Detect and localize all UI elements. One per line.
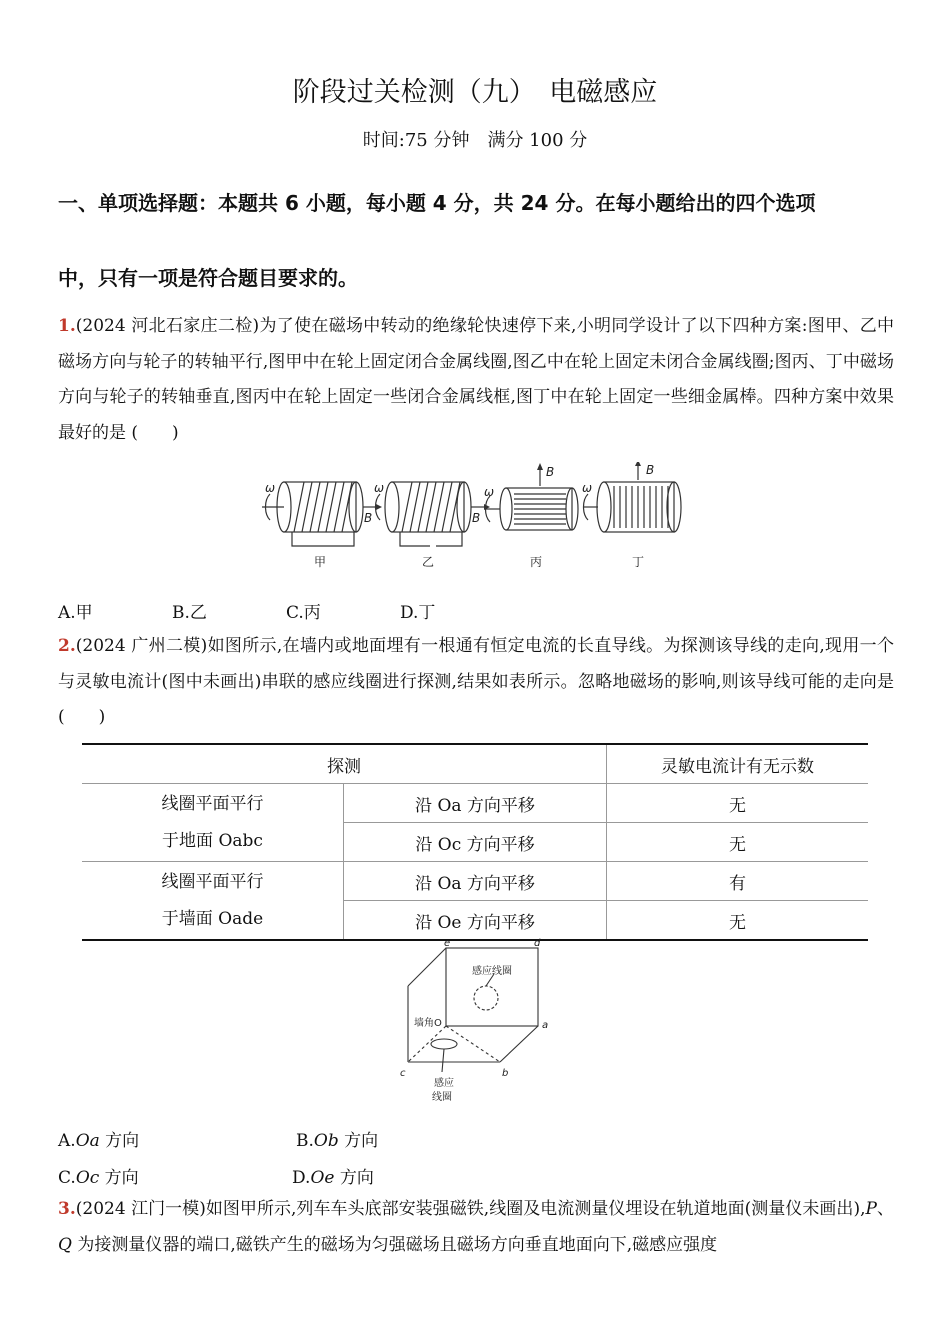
figure-label-yi: 乙 <box>421 555 435 569</box>
point-a: a <box>542 1020 549 1031</box>
figure-label-jia: 甲 <box>313 555 327 569</box>
plane-cell: 线圈平面平行 于地面 Oabc <box>82 784 344 862</box>
omega-label: ω <box>484 485 495 499</box>
option-d[interactable]: D.丁 <box>400 603 436 623</box>
omega-label: ω <box>265 481 276 495</box>
omega-label: ω <box>374 481 385 495</box>
section-heading-line1: 一、单项选择题：本题共 6 小题，每小题 4 分，共 24 分。在每小题给出的四个选项 <box>58 191 816 215</box>
reading-cell: 无 <box>607 823 869 862</box>
point-e: e <box>444 938 451 949</box>
option-c[interactable]: C.Oc 方向 <box>58 1168 139 1188</box>
option-d[interactable]: D.Oe 方向 <box>292 1168 374 1188</box>
omega-label: ω <box>582 481 593 495</box>
plane-cell: 线圈平面平行 于墙面 Oade <box>82 862 344 941</box>
b-label: B <box>646 463 655 477</box>
wheel-ding <box>584 464 682 532</box>
question-3: 3.(2024 江门一模)如图甲所示,列车车头底部安装强磁铁,线圈及电流测量仪埋设在轨道地面(测量仪未画出),P、Q 为接测量仪器的端口,磁铁产生的磁场为匀强磁场且磁场方向垂直地面向下,磁感应强度 <box>58 1199 894 1255</box>
exam-info: 时间:75 分钟 满分 100 分 <box>362 130 588 151</box>
option-b[interactable]: B.Ob 方向 <box>296 1131 379 1151</box>
question-1 <box>58 309 894 451</box>
table-header-probe: 探测 <box>82 744 607 784</box>
wall-corner-figure <box>398 936 558 1108</box>
question-number: 2. <box>58 636 76 656</box>
move-cell: 沿 Oa 方向平移 <box>344 784 607 823</box>
question-number: 1. <box>58 316 76 336</box>
question-2 <box>58 629 911 736</box>
point-b: b <box>502 1068 509 1079</box>
move-cell: 沿 Oc 方向平移 <box>344 823 607 862</box>
floor-coil-label: 感应 <box>434 1078 454 1089</box>
option-a[interactable]: A.Oa 方向 <box>58 1131 140 1151</box>
question-text: (2024 河北石家庄二检)为了使在磁场中转动的绝缘轮快速停下来,小明同学设计了以下四种方案:图甲、乙中磁场方向与轮子的转轴平行,图甲中在轮上固定闭合金属线圈,图乙中在轮上固定未闭合金属线圈;图丙、丁中磁场方向与轮子的转轴垂直,图丙中在轮上固定一些闭合金属线框,图丁中在轮上固定一些细金属棒。四种方案中效果最好的是 ( ) <box>58 316 894 443</box>
point-c: c <box>400 1068 406 1079</box>
wall-corner-label: 墙角O <box>414 1018 442 1029</box>
wheel-bing <box>486 468 579 530</box>
wheel-figure <box>262 462 692 574</box>
option-c[interactable]: C.丙 <box>286 603 321 623</box>
option-a[interactable]: A.甲 <box>58 603 93 623</box>
point-d: d <box>534 938 541 949</box>
wheel-yi <box>376 482 487 546</box>
question-text: (2024 江门一模)如图甲所示,列车车头底部安装强磁铁,线圈及电流测量仪埋设在轨道地面(测量仪未画出), <box>75 1199 866 1219</box>
reading-cell: 无 <box>607 901 869 941</box>
page-title: 阶段过关检测（九） 电磁感应 <box>292 77 658 108</box>
b-label: B <box>472 511 481 525</box>
question-text: (2024 广州二模)如图所示,在墙内或地面埋有一根通有恒定电流的长直导线。为探测该导线的走向,现用一个与灵敏电流计(图中未画出)串联的感应线圈进行探测,结果如表所示。忽略地磁场的影响,则该导线可能的走向是 ( ) <box>58 636 911 727</box>
b-label: B <box>546 465 555 479</box>
table-row <box>82 862 868 901</box>
move-cell: 沿 Oa 方向平移 <box>344 862 607 901</box>
reading-cell: 无 <box>607 784 869 823</box>
figure-label-ding: 丁 <box>631 555 645 569</box>
move-cell: 沿 Oe 方向平移 <box>344 901 607 941</box>
b-label: B <box>364 511 373 525</box>
section-heading-line2: 中，只有一项是符合题目要求的。 <box>58 266 358 290</box>
wheel-jia <box>262 482 378 546</box>
probe-results-table <box>82 743 868 941</box>
question-number: 3. <box>58 1199 76 1219</box>
table-header-reading: 灵敏电流计有无示数 <box>607 744 869 784</box>
figure-label-bing: 丙 <box>529 555 543 569</box>
option-b[interactable]: B.乙 <box>172 603 207 623</box>
reading-cell: 有 <box>607 862 869 901</box>
coil-label: 感应线圈 <box>472 966 512 977</box>
floor-coil-label: 线圈 <box>432 1092 452 1103</box>
table-row <box>82 784 868 823</box>
